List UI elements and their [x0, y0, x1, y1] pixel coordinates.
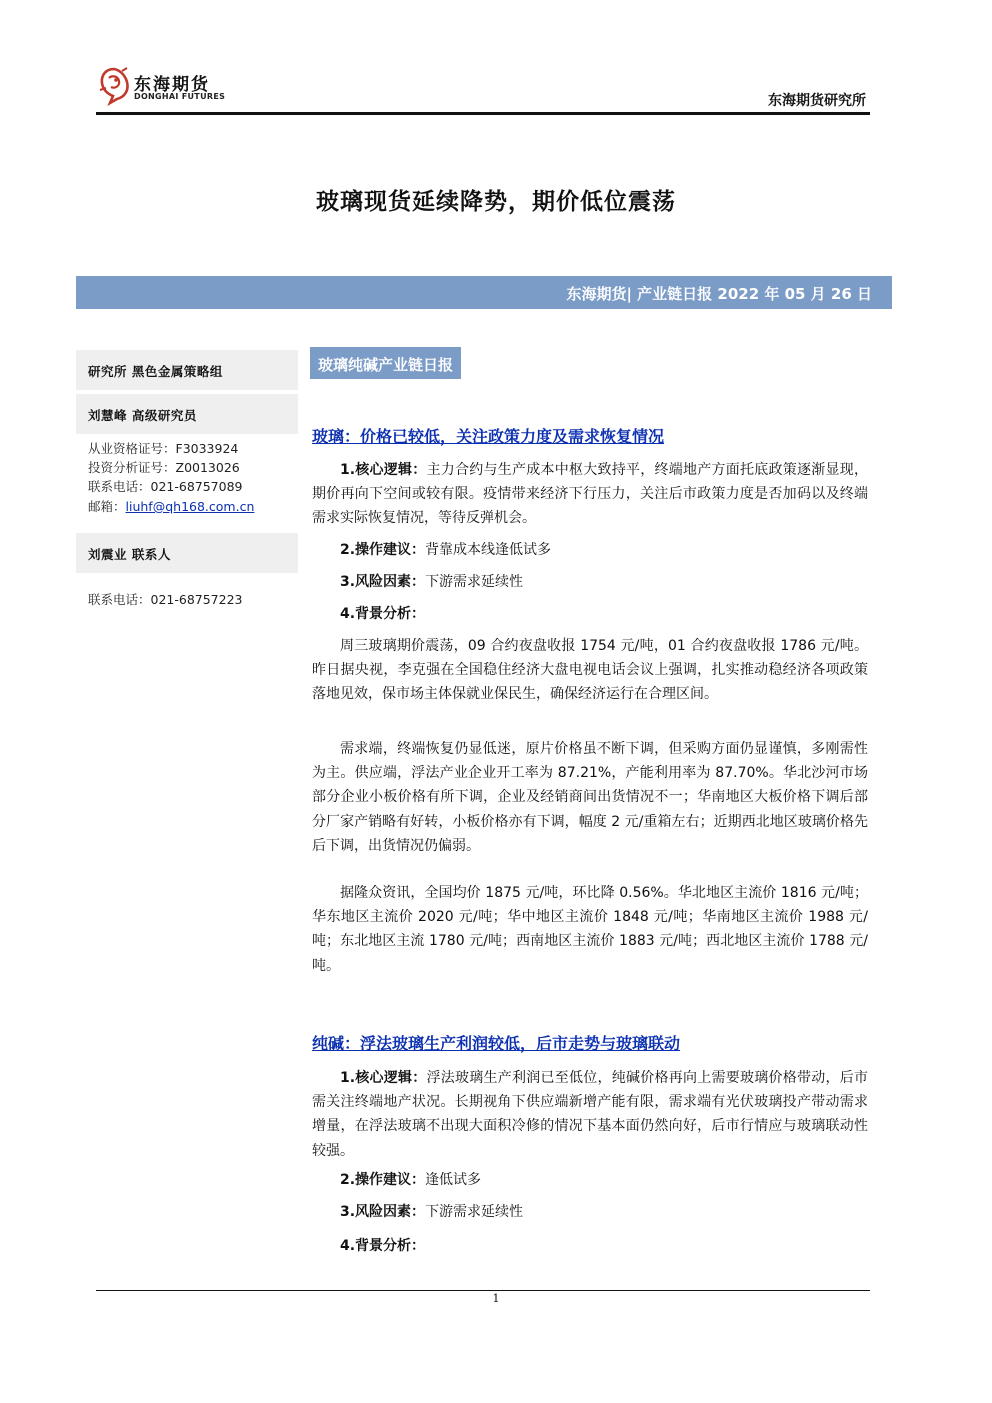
header-institute-name: 东海期货研究所 — [768, 93, 866, 109]
glass-bg-label-text: 4.背景分析： — [340, 606, 426, 622]
glass-core-logic — [312, 458, 868, 531]
glass-advice-label: 2.操作建议： — [340, 542, 426, 558]
contact-name-title: 刘震业 联系人 — [88, 547, 171, 562]
sidebar-group-header — [76, 350, 298, 390]
soda-core-logic — [312, 1066, 868, 1163]
soda-logic-text: 浮法玻璃生产利润已至低位，纯碱价格再向上需要玻璃价格带动，后市需关注终端地产状况。长期视角下供应端新增产能有限，需求端有光伏玻璃投产带动需求增量，在浮法玻璃不出现大面积冷修的情况下基本面仍然向好，后市行情应与玻璃联动性较强。 — [312, 1070, 869, 1159]
section-tag-text: 玻璃纯碱产业链日报 — [318, 356, 454, 374]
analyst-license: 从业资格证号：F3033924 — [88, 441, 239, 456]
glass-background-p2: 需求端，终端恢复仍显低迷，原片价格虽不断下调，但采购方面仍显谨慎，多刚需性为主。供应端，浮法产业企业开工率为 87.21%，产能利用率为 87.70%。华北沙河市场部分企业小板价格有所下调，企业及经销商间出货情况不一；华南地区大板价格下调后部分厂家产销略有好转，小板价格亦有下调，幅度 2 元/重箱左右；近期西北地区玻璃价格先后下调，出货情况仍偏弱。 — [312, 741, 868, 854]
soda-advice-text: 逢低试多 — [425, 1172, 482, 1188]
footer-divider — [96, 1290, 870, 1291]
analyst-header — [76, 394, 298, 434]
banner-text: 东海期货| 产业链日报 2022 年 05 月 26 日 — [566, 285, 872, 303]
analyst-phone: 联系电话：021-68757089 — [88, 479, 243, 494]
glass-advice-text: 背靠成本线逢低试多 — [425, 542, 552, 558]
glass-background-label — [312, 602, 868, 626]
sidebar-group-label: 研究所 黑色金属策略组 — [88, 364, 223, 379]
soda-risk — [312, 1200, 868, 1224]
email-label: 邮箱： — [88, 499, 126, 514]
soda-advice-label: 2.操作建议： — [340, 1172, 426, 1188]
analyst-invest-license: 投资分析证号：Z0013026 — [88, 460, 240, 475]
glass-risk — [312, 570, 868, 594]
soda-risk-text: 下游需求延续性 — [425, 1204, 524, 1220]
soda-background-label — [312, 1234, 868, 1258]
logo-chinese-text: 东海期货 — [134, 75, 210, 95]
header-divider — [96, 112, 870, 115]
glass-logic-text: 主力合约与生产成本中枢大致持平，终端地产方面托底政策逐渐显现，期价再向下空间或较有限。疫情带来经济下行压力，关注后市政策力度是否加码以及终端需求实际恢复情况，等待反弹机会。 — [312, 462, 869, 527]
report-title: 玻璃现货延续降势，期价低位震荡 — [316, 189, 676, 215]
soda-advice — [312, 1168, 868, 1192]
report-banner — [76, 276, 892, 309]
contact-phone: 联系电话：021-68757223 — [88, 592, 243, 607]
analyst-email-line — [88, 497, 254, 515]
glass-background-p1: 周三玻璃期价震荡，09 合约夜盘收报 1754 元/吨，01 合约夜盘收报 1786 元/吨。昨日据央视，李克强在全国稳住经济大盘电视电话会议上强调，扎实推动稳经济各项政策落地见效，保市场主体保就业保民生，确保经济运行在合理区间。 — [312, 638, 868, 703]
glass-background-p3: 据隆众资讯，全国均价 1875 元/吨，环比降 0.56%。华北地区主流价 1816 元/吨；华东地区主流价 2020 元/吨；华中地区主流价 1848 元/吨；华南地区主流价 1988 元/吨；东北地区主流 1780 元/吨；西南地区主流价 1883 元/吨；西北地区主流价 1788 元/吨。 — [312, 885, 868, 974]
company-logo — [96, 66, 226, 108]
soda-heading: 纯碱：浮法玻璃生产利润较低，后市走势与玻璃联动 — [312, 1034, 681, 1053]
analyst-name-title: 刘慧峰 高级研究员 — [88, 408, 197, 423]
soda-risk-label: 3.风险因素： — [340, 1204, 426, 1220]
soda-logic-label: 1.核心逻辑： — [340, 1070, 427, 1086]
dragon-logo-icon — [96, 66, 132, 106]
contact-header — [76, 533, 298, 573]
soda-bg-label-text: 4.背景分析： — [340, 1238, 426, 1254]
email-link[interactable]: liuhf@qh168.com.cn — [125, 499, 255, 514]
glass-logic-label: 1.核心逻辑： — [340, 462, 427, 478]
report-section-tag — [310, 347, 461, 379]
glass-risk-text: 下游需求延续性 — [425, 574, 524, 590]
glass-heading: 玻璃：价格已较低，关注政策力度及需求恢复情况 — [312, 427, 665, 446]
glass-advice — [312, 538, 868, 562]
page-number: 1 — [492, 1292, 500, 1305]
glass-risk-label: 3.风险因素： — [340, 574, 426, 590]
logo-english-text: DONGHAI FUTURES — [134, 92, 226, 101]
